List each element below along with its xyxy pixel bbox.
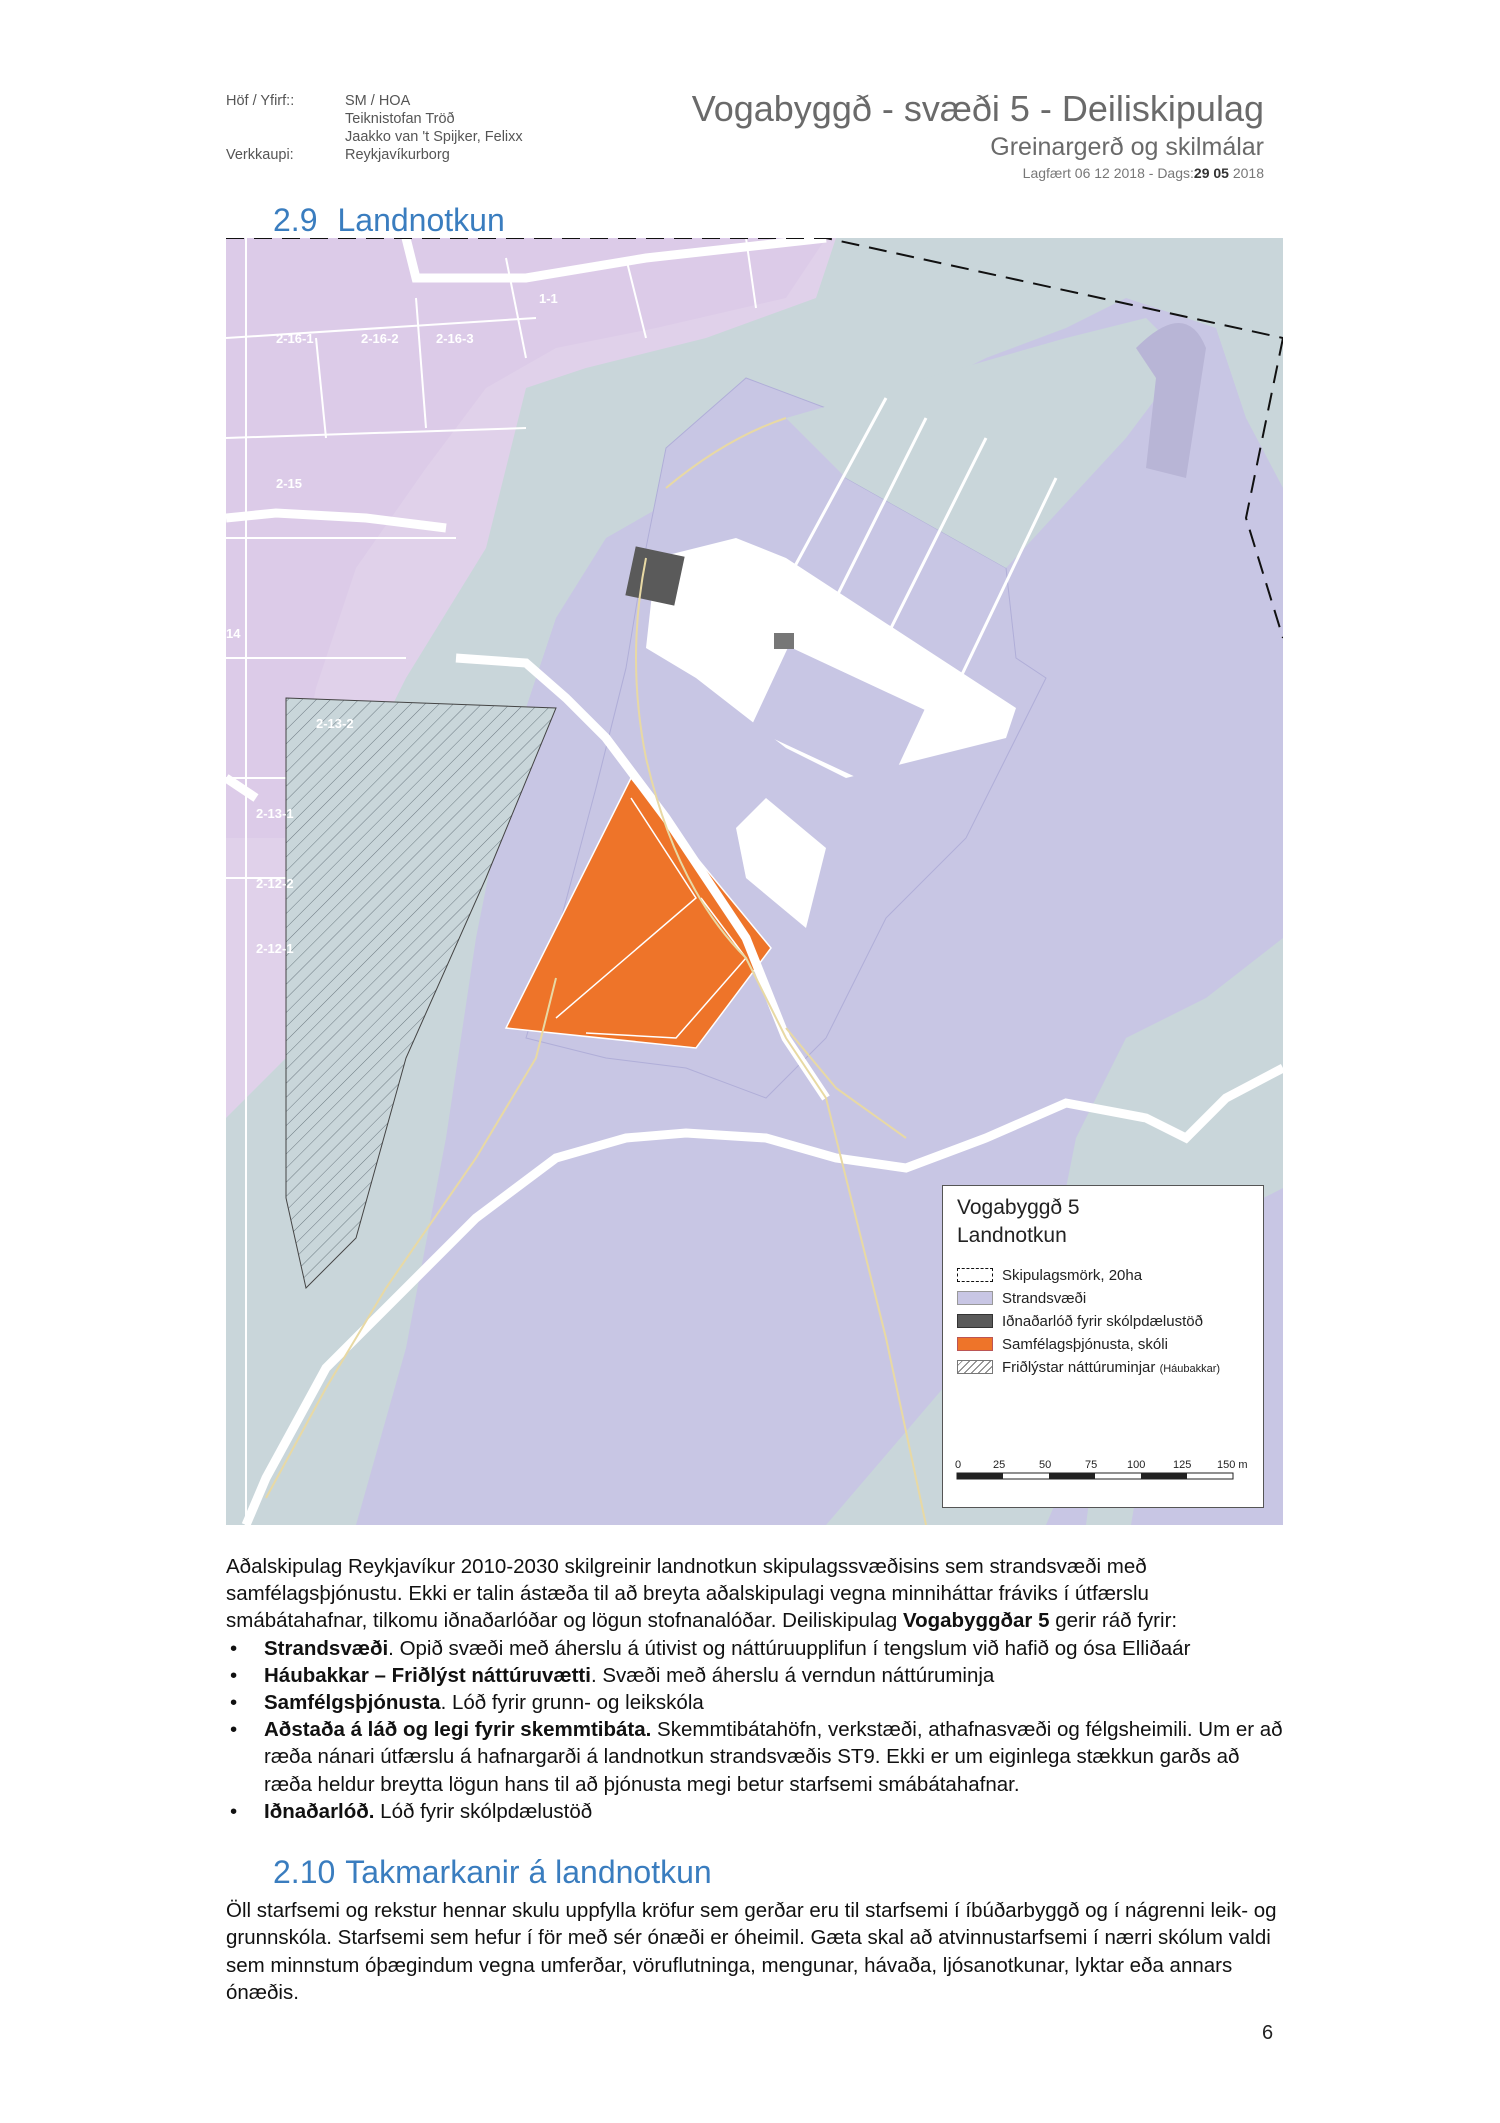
document-title: Vogabyggð - svæði 5 - Deiliskipulag — [691, 88, 1264, 129]
scale-tick: 75 — [1085, 1459, 1098, 1471]
dashed-boundary-swatch — [957, 1268, 993, 1282]
small-building — [774, 633, 794, 649]
scale-tick: 150 m — [1217, 1459, 1248, 1471]
section-number: 2.10 — [273, 1854, 336, 1890]
plot-label: 1-1 — [539, 291, 558, 306]
author-line: Teiknistofan Tröð — [345, 111, 455, 127]
legend-item — [957, 1336, 1168, 1354]
list-item-bold: Iðnaðarlóð. — [264, 1799, 375, 1823]
list-item — [226, 1716, 1286, 1798]
takmarkanir-paragraph: Öll starfsemi og rekstur hennar skulu uppfylla kröfur sem gerðar eru til starfsemi í íbúðarbyggð og í nágrenni leik- og grunnskóla. Starfsemi sem hefur í för með sér ónæði er óheimil. Gæta skal að atvinnustarfsemi í nærri skólum valdi sem minnstum óþægindum vegna umferðar, vöruflutninga, mengunar, hávaða, ljósanotkunar, lyktar eða annars ónæðis. — [226, 1899, 1277, 2005]
takmarkanir-text — [226, 1897, 1286, 2007]
scale-tick: 0 — [955, 1459, 962, 1471]
industrial-swatch — [957, 1314, 993, 1328]
landnotkun-text — [226, 1553, 1286, 1825]
legend-label: Samfélagsþjónusta, skóli — [1002, 1336, 1168, 1353]
legend-note: (Háubakkar) — [1159, 1363, 1221, 1375]
plot-label: 2-12-1 — [256, 941, 294, 956]
legend-item — [957, 1267, 1142, 1285]
date-prefix: Lagfært 06 12 2018 - Dags: — [1022, 165, 1194, 181]
legend-title: Vogabyggð 5 — [957, 1196, 1080, 1219]
school-swatch — [957, 1337, 993, 1351]
hatch-swatch — [957, 1360, 993, 1374]
legend-label: Skipulagsmörk, 20ha — [1002, 1267, 1143, 1284]
section-number: 2.9 — [273, 202, 318, 238]
legend-label: Strandsvæði — [1002, 1290, 1087, 1307]
label-verkkaupi: Verkkaupi: — [226, 147, 294, 163]
legend-item — [957, 1313, 1203, 1331]
list-item-text: . Opið svæði með áherslu á útivist og náttúruupplifun í tengslum við hafið og ósa Elliðaár — [388, 1636, 1191, 1660]
list-item — [226, 1689, 1286, 1716]
author-block — [345, 92, 523, 164]
plot-label: 2-16-3 — [436, 331, 474, 346]
section-title: Landnotkun — [337, 202, 505, 238]
legend-subtitle: Landnotkun — [957, 1224, 1067, 1247]
legend-label: Iðnaðarlóð fyrir skólpdælustöð — [1002, 1313, 1203, 1330]
document-subtitle: Greinargerð og skilmálar — [990, 133, 1264, 161]
strandsvaedi-swatch — [957, 1291, 993, 1305]
plot-label: 2-16-1 — [276, 331, 314, 346]
list-item-text: . Lóð fyrir grunn- og leikskóla — [440, 1691, 704, 1715]
scale-tick: 50 — [1039, 1459, 1052, 1471]
legend-item — [957, 1290, 1086, 1308]
industrial-plot — [625, 546, 684, 605]
list-item-bold: Aðstaða á láð og legi fyrir skemmtibáta. — [264, 1718, 652, 1742]
plot-label: 2-13-1 — [256, 806, 294, 821]
list-item-bold: Strandsvæði — [264, 1636, 389, 1660]
intro-paragraph — [226, 1553, 1286, 1635]
plot-label: 2-12-2 — [256, 876, 294, 891]
date-day: 29 — [1193, 165, 1210, 181]
map-legend — [942, 1185, 1264, 1508]
list-item — [226, 1798, 1286, 1825]
document-date — [1023, 165, 1264, 181]
plot-label: 2-13-2 — [316, 716, 354, 731]
scale-tick: 100 — [1127, 1459, 1146, 1471]
list-item-text: . Svæði með áherslu á verndun náttúruminja — [590, 1663, 995, 1687]
scale-tick: 25 — [993, 1459, 1006, 1471]
date-year: 2018 — [1232, 165, 1264, 181]
intro-end: gerir ráð fyrir: — [1049, 1609, 1178, 1633]
section-heading-2-10 — [273, 1854, 712, 1891]
intro-bold: Vogabyggðar 5 — [902, 1609, 1050, 1633]
label-hof-yfirf: Höf / Yfirf:: — [226, 93, 295, 109]
list-item-text: Lóð fyrir skólpdælustöð — [374, 1799, 593, 1823]
plot-label: 2-16-2 — [361, 331, 399, 346]
list-item — [226, 1662, 1286, 1689]
intro-text: Aðalskipulag Reykjavíkur 2010-2030 skilgreinir landnotkun skipulagssvæðisins sem strandsvæði með samfélagsþjónustu. Ekki er talin ástæða til að breyta aðalskipulagi vegna minniháttar fráviks í útfærslu smábátahafnar, tilkomu iðnaðarlóðar og lögun stofnanalóðar. Deiliskipulag — [226, 1555, 1149, 1633]
author-line: Reykjavíkurborg — [345, 147, 450, 163]
author-line: Jaakko van 't Spijker, Felixx — [345, 129, 523, 145]
list-item-bold: Háubakkar – Friðlýst náttúruvætti — [264, 1663, 591, 1687]
legend-item — [957, 1359, 1220, 1377]
section-title: Takmarkanir á landnotkun — [345, 1854, 712, 1890]
scale-tick: 125 — [1173, 1459, 1192, 1471]
list-item-text: Skemmtibátahöfn, verkstæði, athafnasvæði og félgsheimili. Um er að ræða nánari útfærslu á hafnargarði á landnotkun strandsvæðis ST9. Ekki er um eiginlega stækkun garðs að ræða heldur breytta lögun hans til að þjónusta megi betur starfsemi smábátahafnar. — [264, 1718, 1283, 1796]
land-use-list — [226, 1635, 1286, 1825]
list-item — [226, 1635, 1286, 1662]
plot-label: 2-15 — [276, 476, 303, 491]
date-month: 05 — [1213, 165, 1229, 181]
list-item-bold: Samfélgsþjónusta — [264, 1691, 441, 1715]
author-line: SM / HOA — [345, 93, 411, 109]
legend-label: Friðlýstar náttúruminjar — [1002, 1359, 1156, 1376]
plot-label: 14 — [226, 626, 241, 641]
page-number: 6 — [1262, 2022, 1274, 2044]
section-heading-2-9 — [273, 202, 505, 239]
scale-bar — [955, 1456, 1255, 1501]
